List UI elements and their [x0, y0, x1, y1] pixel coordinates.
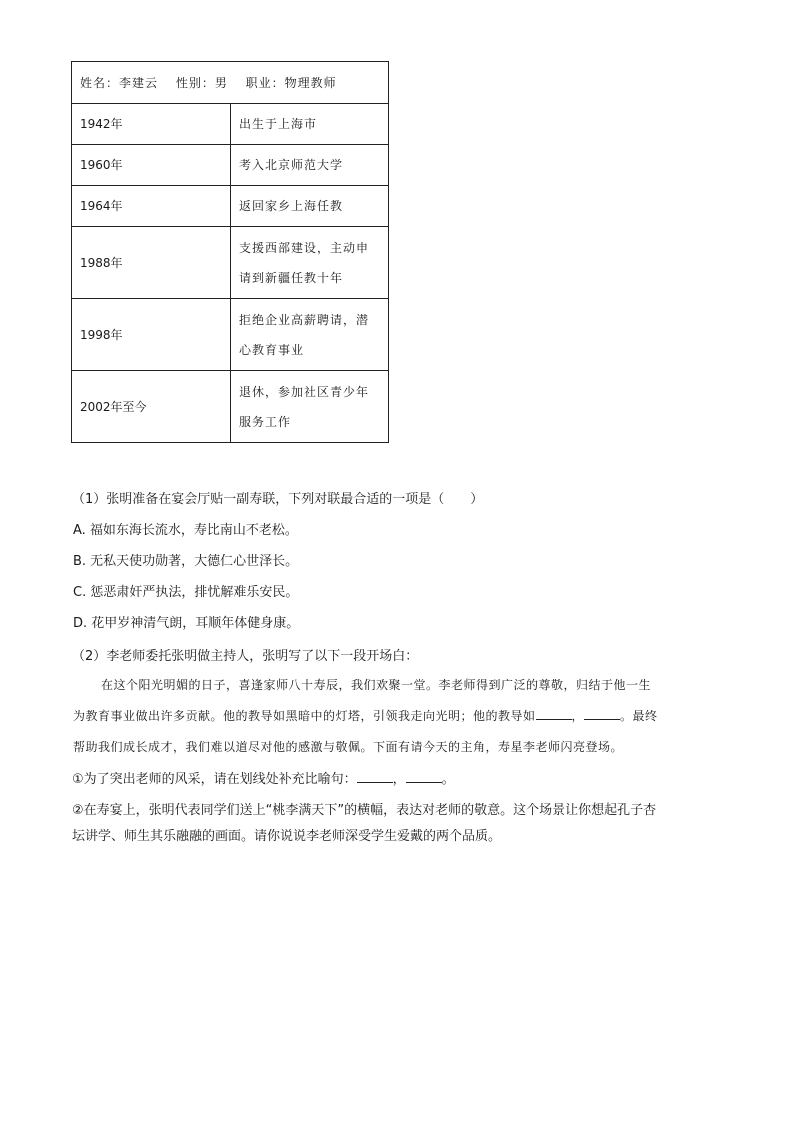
event-line: 退休，参加社区青少年: [239, 384, 370, 399]
year-cell: 1988年: [72, 227, 231, 299]
event-cell: [231, 371, 389, 443]
option-a: A. 福如东海长流水，寿比南山不老松。: [73, 523, 298, 538]
speech-text: ，: [571, 709, 585, 723]
option-c: C. 惩恶肃奸严执法，排忧解难乐安民。: [73, 585, 299, 600]
year-cell: 1998年: [72, 299, 231, 371]
fill-blank[interactable]: [584, 705, 620, 720]
answer-blank[interactable]: [406, 768, 442, 783]
event-line: 支援西部建设，主动申: [239, 240, 370, 255]
sub-question-2: [72, 798, 722, 850]
event-line: 请到新疆任教十年: [239, 270, 344, 285]
event-line: 拒绝企业高薪聘请，潜: [239, 312, 370, 327]
speech-line: [73, 701, 723, 732]
sub-question-1: [72, 767, 722, 793]
event-cell: 考入北京师范大学: [231, 145, 389, 186]
answer-blank[interactable]: [357, 768, 393, 783]
option-b: B. 无私天使功勋著，大德仁心世泽长。: [73, 554, 299, 569]
opening-speech: [73, 670, 723, 763]
event-line: 心教育事业: [239, 342, 305, 357]
event-cell: [231, 227, 389, 299]
sub-question-text: 。: [441, 772, 455, 787]
table-row: [72, 227, 389, 299]
event-line: 服务工作: [239, 414, 292, 429]
event-cell: 返回家乡上海任教: [231, 186, 389, 227]
table-header-row: [72, 62, 389, 104]
year-cell: 1964年: [72, 186, 231, 227]
year-cell: 2002年至今: [72, 371, 231, 443]
option-d: D. 花甲岁神清气朗，耳顺年体健身康。: [73, 616, 300, 631]
year-cell: 1942年: [72, 104, 231, 145]
table-row: [72, 104, 389, 145]
speech-text: 。最终: [620, 709, 658, 723]
sub-question-line: 坛讲学、师生其乐融融的画面。请你说说李老师深受学生爱戴的两个品质。: [72, 829, 502, 844]
table-row: [72, 299, 389, 371]
year-cell: 1960年: [72, 145, 231, 186]
sub-question-text: ①为了突出老师的风采，请在划线处补充比喻句：: [72, 772, 357, 787]
speech-line: 帮助我们成长成才，我们难以道尽对他的感激与敬佩。下面有请今天的主角，寿星李老师闪亮登场。: [73, 740, 624, 754]
table-row: [72, 145, 389, 186]
event-cell: 出生于上海市: [231, 104, 389, 145]
sub-question-text: ，: [392, 772, 406, 787]
question-2-stem: （2）李老师委托张明做主持人，张明写了以下一段开场白：: [72, 649, 419, 664]
table-row: [72, 186, 389, 227]
event-cell: [231, 299, 389, 371]
profile-header: 姓名：李建云 性别：男 职业：物理教师: [72, 62, 389, 104]
speech-text: 为教育事业做出许多贡献。他的教导如黑暗中的灯塔，引领我走向光明；他的教导如: [73, 709, 536, 723]
biography-table: [71, 61, 389, 443]
sub-question-line: ②在寿宴上，张明代表同学们送上“桃李满天下”的横幅，表达对老师的敬意。这个场景让你想起孔子杏: [72, 803, 657, 818]
table-row: [72, 371, 389, 443]
fill-blank[interactable]: [536, 705, 572, 720]
speech-line: 在这个阳光明媚的日子，喜逢家师八十寿辰，我们欢聚一堂。李老师得到广泛的尊敬，归结于他一生: [101, 678, 652, 692]
question-1-stem: （1）张明准备在宴会厅贴一副寿联，下列对联最合适的一项是（ ）: [72, 492, 484, 507]
